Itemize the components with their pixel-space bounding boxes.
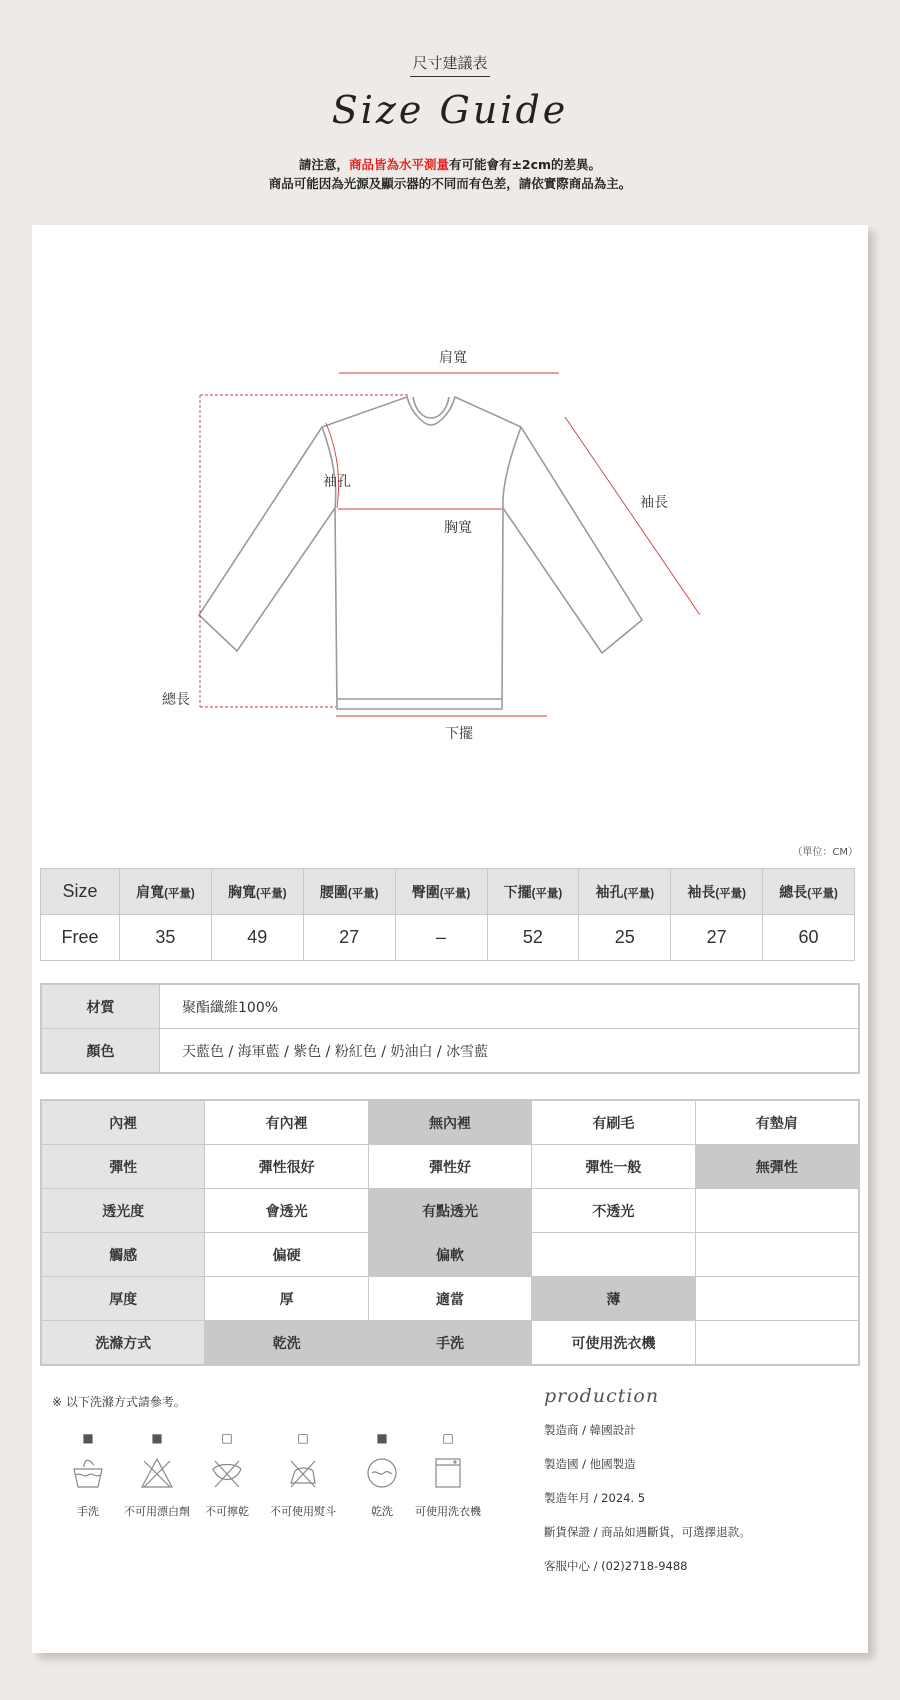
hem-label: 下擺	[445, 726, 473, 742]
color-value: 天藍色 / 海軍藍 / 紫色 / 粉紅色 / 奶油白 / 冰雪藍	[160, 1029, 860, 1074]
unchecked-box-icon: □	[221, 1431, 233, 1445]
shoulder-label: 肩寬	[439, 350, 467, 366]
armhole-label: 袖孔	[323, 474, 351, 490]
wash-label: 可使用洗衣機	[415, 1505, 481, 1518]
checked-box-icon: ■	[151, 1431, 163, 1445]
length-label: 總長	[162, 692, 190, 708]
feature-row	[41, 1233, 859, 1277]
no-iron-icon	[285, 1455, 321, 1491]
no-bleach-icon	[139, 1455, 175, 1491]
feature-option: 無內裡	[368, 1100, 531, 1145]
header-waist: 腰圍(平量)	[303, 869, 395, 915]
value-hem: 52	[487, 915, 579, 961]
date-line: 製造年月 / 2024. 5	[544, 1491, 646, 1505]
size-label: Free	[41, 915, 120, 961]
feature-option: 有刷毛	[532, 1100, 695, 1145]
feature-option: 無彈性	[695, 1145, 859, 1189]
feature-row	[41, 1145, 859, 1189]
material-value: 聚酯纖維100%	[160, 984, 860, 1029]
wash-note: ※ 以下洗滌方式請參考。	[52, 1395, 186, 1409]
header-hem: 下擺(平量)	[487, 869, 579, 915]
unchecked-box-icon: □	[442, 1431, 454, 1445]
machine-wash-icon	[430, 1455, 466, 1491]
note-line-1: 請注意，商品皆為水平測量有可能會有±2cm的差異。	[298, 157, 602, 172]
country-line: 製造國 / 他國製造	[544, 1457, 636, 1471]
material-table	[40, 983, 860, 1074]
feature-option: 不透光	[532, 1189, 695, 1233]
feature-row	[41, 1189, 859, 1233]
feature-option: 可使用洗衣機	[532, 1321, 695, 1366]
feature-option: 會透光	[205, 1189, 368, 1233]
wash-item	[191, 1431, 263, 1519]
feature-option: 彈性好	[368, 1145, 531, 1189]
production-title: production	[544, 1385, 660, 1407]
size-header: Size	[41, 869, 120, 915]
feature-label: 彈性	[41, 1145, 205, 1189]
feature-row	[41, 1277, 859, 1321]
feature-empty-cell	[695, 1321, 859, 1366]
garment-diagram	[32, 225, 868, 825]
feature-empty-cell	[695, 1277, 859, 1321]
feature-row	[41, 1100, 859, 1145]
wash-label: 不可用漂白劑	[124, 1505, 190, 1518]
hand-wash-icon	[70, 1455, 106, 1491]
header-hip: 臀圍(平量)	[395, 869, 487, 915]
color-label: 顏色	[41, 1029, 160, 1074]
feature-empty-cell	[695, 1189, 859, 1233]
header-armhole: 袖孔(平量)	[579, 869, 671, 915]
header-chest: 胸寬(平量)	[211, 869, 303, 915]
size-table-header	[41, 869, 855, 915]
feature-option: 乾洗	[205, 1321, 368, 1366]
header-shoulder: 肩寬(平量)	[120, 869, 212, 915]
measure-lines	[200, 373, 700, 716]
value-length: 60	[763, 915, 855, 961]
size-table	[40, 868, 855, 961]
feature-option: 適當	[368, 1277, 531, 1321]
feature-option: 偏硬	[205, 1233, 368, 1277]
feature-option: 偏軟	[368, 1233, 531, 1277]
wash-item	[52, 1431, 124, 1519]
customer-service-line: 客服中心 / (02)2718-9488	[544, 1559, 688, 1573]
header-sleeve: 袖長(平量)	[671, 869, 763, 915]
size-guide-card	[32, 225, 868, 1653]
checked-box-icon: ■	[82, 1431, 94, 1445]
material-label: 材質	[41, 984, 160, 1029]
chest-label: 胸寬	[444, 520, 472, 536]
wash-item	[412, 1431, 484, 1519]
dry-clean-icon	[364, 1455, 400, 1491]
feature-label: 觸感	[41, 1233, 205, 1277]
feature-row	[41, 1321, 859, 1366]
value-armhole: 25	[579, 915, 671, 961]
wash-item	[121, 1431, 193, 1519]
wash-label: 不可擰乾	[205, 1505, 249, 1518]
size-chart-kicker: 尺寸建議表	[410, 52, 489, 77]
value-waist: 27	[303, 915, 395, 961]
value-chest: 49	[211, 915, 303, 961]
material-row	[41, 984, 859, 1029]
feature-label: 洗滌方式	[41, 1321, 205, 1366]
value-shoulder: 35	[120, 915, 212, 961]
unit-note: （單位：CM）	[792, 847, 858, 858]
feature-empty-cell	[695, 1233, 859, 1277]
feature-option: 薄	[532, 1277, 695, 1321]
note-line-2: 商品可能因為光源及顯示器的不同而有色差，請依實際商品為主。	[268, 176, 632, 191]
wash-item	[267, 1431, 339, 1519]
manufacturer-line: 製造商 / 韓國設計	[544, 1423, 636, 1437]
feature-option: 有點透光	[368, 1189, 531, 1233]
wash-item	[346, 1431, 418, 1519]
sweater-outline	[199, 397, 642, 709]
feature-option: 厚	[205, 1277, 368, 1321]
wash-label: 手洗	[77, 1505, 99, 1518]
horizontal-measure-highlight: 商品皆為水平測量	[348, 157, 449, 172]
feature-option: 有內裡	[205, 1100, 368, 1145]
feature-label: 厚度	[41, 1277, 205, 1321]
size-row-free	[41, 915, 855, 961]
feature-label: 透光度	[41, 1189, 205, 1233]
sleeve-label: 袖長	[640, 495, 668, 511]
feature-empty-cell	[532, 1233, 695, 1277]
header-length: 總長(平量)	[763, 869, 855, 915]
unchecked-box-icon: □	[297, 1431, 309, 1445]
size-guide-title: Size Guide	[331, 88, 569, 132]
feature-option: 手洗	[368, 1321, 531, 1366]
feature-option: 彈性很好	[205, 1145, 368, 1189]
page-header	[0, 0, 900, 225]
wash-label: 不可使用熨斗	[270, 1505, 336, 1518]
color-row	[41, 1029, 859, 1074]
checked-box-icon: ■	[376, 1431, 388, 1445]
measurement-note	[0, 155, 900, 193]
feature-option: 彈性一般	[532, 1145, 695, 1189]
value-hip: –	[395, 915, 487, 961]
feature-label: 內裡	[41, 1100, 205, 1145]
feature-option: 有墊肩	[695, 1100, 859, 1145]
wash-label: 乾洗	[371, 1505, 393, 1518]
no-wring-icon	[209, 1455, 245, 1491]
features-table	[40, 1099, 860, 1366]
guarantee-line: 斷貨保證 / 商品如遇斷貨，可選擇退款。	[544, 1525, 751, 1539]
production-info	[544, 1385, 864, 1577]
value-sleeve: 27	[671, 915, 763, 961]
